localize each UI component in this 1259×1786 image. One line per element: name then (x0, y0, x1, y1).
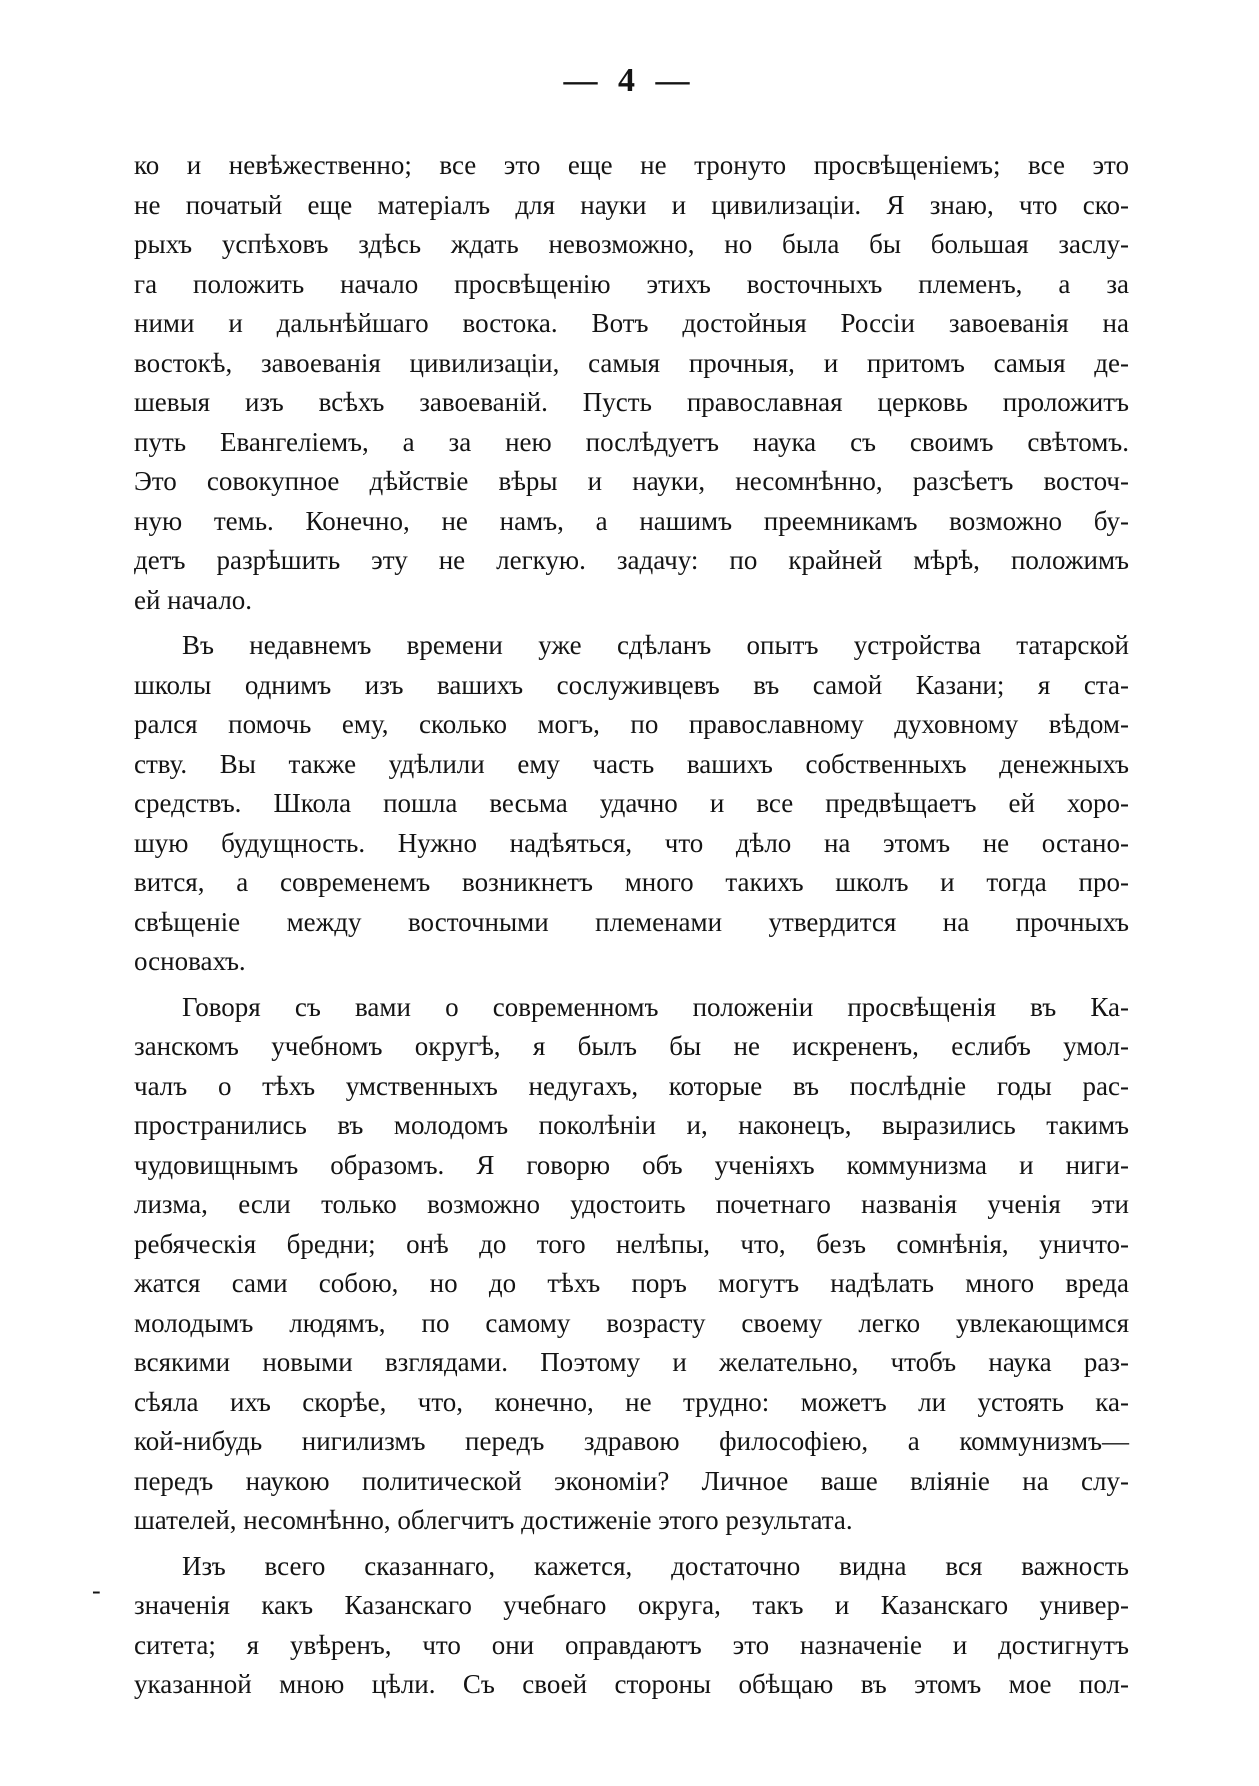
text-line: Въ недавнемъ времени уже сдѣланъ опытъ устройства татарской (182, 630, 1129, 660)
text-line: Это совокупное дѣйствіе вѣры и науки, несомнѣнно, разсѣетъ восточ- (134, 466, 1129, 496)
body-text (134, 146, 1129, 1705)
text-line: ситета; я увѣренъ, что они оправдаютъ это назначеніе и достигнутъ (134, 1629, 1129, 1660)
text-line: свѣщеніе между восточными племенами утвердится на прочныхъ (134, 906, 1129, 937)
text-line: ребяческія бредни; онѣ до того нелѣпы, что, безъ сомнѣнія, уничто- (134, 1228, 1129, 1259)
text-line: не початый еще матеріалъ для науки и цивилизаціи. Я знаю, что ско- (134, 189, 1129, 220)
paragraph (134, 146, 1129, 620)
text-line: жатся сами собою, но до тѣхъ поръ могутъ надѣлать много вреда (134, 1268, 1129, 1298)
text-line: рыхъ успѣховъ здѣсь ждать невозможно, но была бы большая заслу- (134, 229, 1129, 259)
paragraph (134, 988, 1129, 1028)
paragraph (134, 1547, 1129, 1587)
text-line: основахъ. (134, 946, 246, 976)
text-line: шую будущность. Нужно надѣяться, что дѣло на этомъ не остано- (134, 827, 1129, 858)
text-line: чалъ о тѣхъ умственныхъ недугахъ, которые въ послѣдніе годы рас- (134, 1070, 1129, 1101)
text-line: чудовищнымъ образомъ. Я говорю объ ученіяхъ коммунизма и ниги- (134, 1149, 1129, 1180)
paragraph-continuation (134, 666, 1129, 982)
text-line: передъ наукою политической экономіи? Личное ваше вліяніе на слу- (134, 1465, 1129, 1496)
text-line: Говоря съ вами о современномъ положеніи просвѣщенія въ Ка- (182, 991, 1129, 1022)
text-line: рался помочь ему, сколько могъ, по православному духовному вѣдом- (134, 709, 1129, 739)
text-line: ную темь. Конечно, не намъ, а нашимъ преемникамъ возможно бу- (134, 505, 1129, 536)
text-line: кой-нибудь нигилизмъ передъ здравою философіею, а коммунизмъ— (134, 1426, 1129, 1456)
margin-mark: - (92, 1576, 101, 1605)
text-line: пространились въ молодомъ поколѣніи и, наконецъ, выразились такимъ (134, 1110, 1129, 1140)
page-number: — 4 — (563, 62, 696, 99)
text-line: сѣяла ихъ скорѣе, что, конечно, не трудно: можетъ ли устоять ка- (134, 1386, 1129, 1417)
text-line: детъ разрѣшить эту не легкую. задачу: по крайней мѣрѣ, положимъ (134, 545, 1129, 575)
text-line: значенія какъ Казанскаго учебнаго округа, такъ и Казанскаго универ- (134, 1590, 1129, 1620)
text-line: всякими новыми взглядами. Поэтому и желательно, чтобъ наука раз- (134, 1347, 1129, 1377)
text-line: указанной мною цѣли. Съ своей стороны обѣщаю въ этомъ мое пол- (134, 1669, 1129, 1699)
text-line: средствъ. Школа пошла весьма удачно и все предвѣщаетъ ей хоро- (134, 788, 1129, 818)
text-line: ству. Вы также удѣлили ему часть вашихъ собственныхъ денежныхъ (134, 748, 1129, 779)
paragraph-continuation (134, 1027, 1129, 1541)
text-line: шевыя изъ всѣхъ завоеваній. Пусть православная церковь проложитъ (134, 387, 1129, 417)
text-line: школы однимъ изъ вашихъ сослуживцевъ въ самой Казани; я ста- (134, 669, 1129, 700)
paragraph (134, 626, 1129, 666)
text-line: вится, а современемъ возникнетъ много такихъ школъ и тогда про- (134, 867, 1129, 897)
text-line: ей начало. (134, 584, 253, 615)
text-line: занскомъ учебномъ округѣ, я былъ бы не искрененъ, еслибъ умол- (134, 1031, 1129, 1061)
text-line: востокѣ, завоеванія цивилизаціи, самыя прочныя, и притомъ самыя де- (134, 347, 1129, 378)
text-line: га положить начало просвѣщенію этихъ восточныхъ племенъ, а за (134, 268, 1129, 299)
text-line: лизма, если только возможно удостоить почетнаго названія ученія эти (134, 1189, 1129, 1219)
text-line: ко и невѣжественно; все это еще не тронуто просвѣщеніемъ; все это (134, 150, 1129, 180)
text-line: путь Евангеліемъ, а за нею послѣдуетъ наука съ своимъ свѣтомъ. (134, 426, 1129, 457)
text-line: шателей, несомнѣнно, облегчитъ достиженіе этого результата. (134, 1505, 853, 1535)
text-line: молодымъ людямъ, по самому возрасту своему легко увлекающимся (134, 1307, 1129, 1338)
text-line: Изъ всего сказаннаго, кажется, достаточно видна вся важность (182, 1550, 1129, 1581)
text-line: ними и дальнѣйшаго востока. Вотъ достойныя Россіи завоеванія на (134, 308, 1129, 338)
paragraph-continuation (134, 1586, 1129, 1705)
